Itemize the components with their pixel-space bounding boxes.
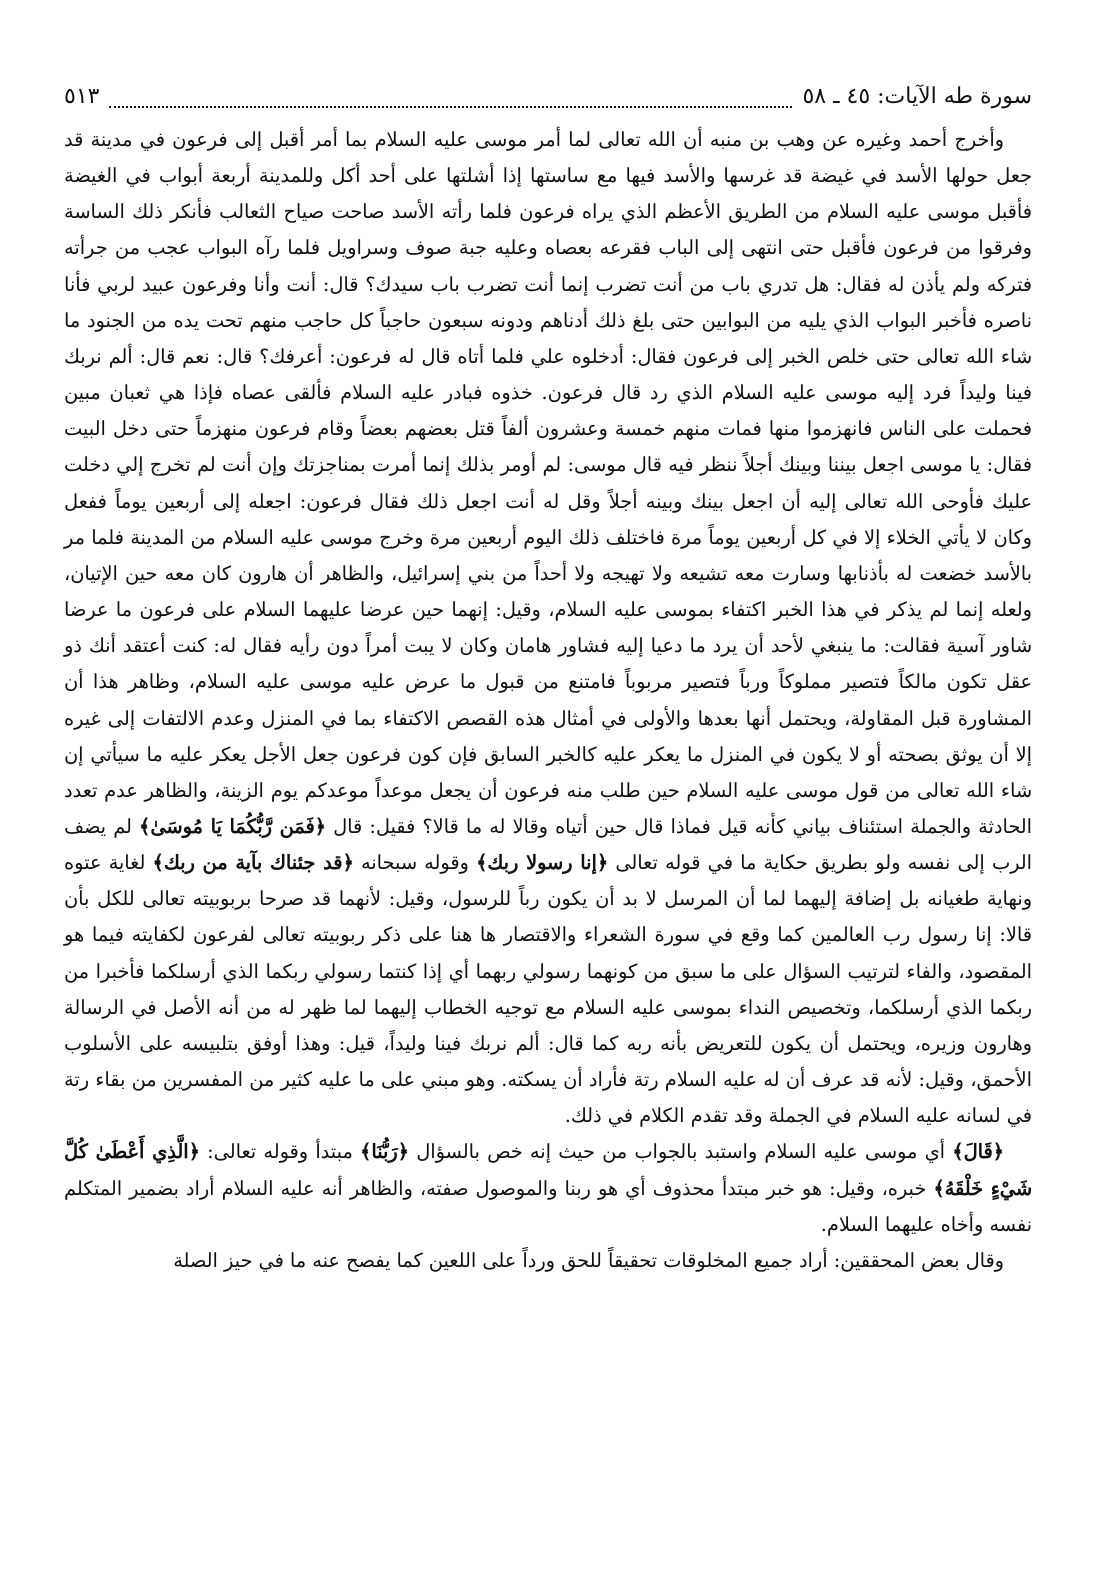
paragraph-text: مبتدأ وقوله تعالى: <box>199 1140 361 1164</box>
quran-quote: ﴿رَبُّنَا﴾ <box>360 1140 409 1164</box>
page <box>64 82 1032 1279</box>
running-header <box>64 82 1032 116</box>
paragraph-text: لم يضف الرب إلى نفسه ولو بطريق حكاية ما في قوله تعالى <box>64 814 1033 875</box>
header-dot-leader <box>109 105 792 108</box>
paragraph <box>64 122 1032 1134</box>
paragraph <box>64 1243 1032 1279</box>
paragraph-text: خبره، وقيل: هو خبر مبتدأ محذوف أي هو ربنا والموصول صفته، والظاهر أنه عليه السلام أراد بضمير المتكلم نفسه وأخاه عليهما السلام. <box>64 1176 1032 1236</box>
paragraph-text: وقال بعض المحققين: أراد جميع المخلوقات تحقيقاً للحق ورداً على اللعين كما يفصح عنه ما في حيز الصلة <box>173 1248 1004 1272</box>
quran-quote: ﴿قَالَ﴾ <box>952 1140 1004 1164</box>
paragraph-text: وأخرج أحمد وغيره عن وهب بن منبه أن الله تعالى لما أمر موسى عليه السلام بما أمر أقبل إلى فرعون في مدينة قد جعل حولها الأسد في غيضة قد غرسها والأسد فيها مع ساستها إذا أشلتها على أحد أكل وللمدينة أربعة أبواب في الغيضة فأقبل موسى عليه السلام من الطريق الأعظم الذي يراه فرعون فلما رأته الأسد صاحت صياح الثعالب فأنكر ذلك الساسة وفرقوا من فرعون فأقبل حتى انتهى إلى الباب فقرعه بعصاه وعليه جبة صوف وسراويل فلما رآه البواب عجب من جرأته فتركه ولم يأذن له فقال: هل تدري باب من أنت تضرب إنما أنت تضرب باب سيدك؟ قال: أنت وأنا وفرعون عبيد لربي فأنا ناصره فأخبر البواب الذي يليه من البوابين حتى بلغ ذلك أدناهم ودونه سبعون حاجباً كل حاجب منهم تحت يده من الجنود ما شاء الله تعالى حتى خلص الخبر إلى فرعون فقال: أدخلوه علي فلما أتاه قال له فرعون: أعرفك؟ قال: نعم قال: ألم نربك فينا وليداً فرد إليه موسى عليه السلام الذي رد قال فرعون. خذوه فبادر عليه السلام فألقى عصاه فإذا هي ثعبان مبين فحملت على الناس فانهزموا منها فمات منهم خمسة وعشرون ألفاً قتل بعضهم بعضاً وقام فرعون منهزماً حتى دخل البيت فقال: يا موسى اجعل بيننا وبينك أجلاً ننظر فيه قال موسى: لم أومر بذلك إنما أمرت بمناجزتك وإن أنت لم تخرج إلي دخلت عليك فأوحى الله تعالى إليه أن اجعل بينك وبينه أجلاً وقل له أنت اجعل ذلك فقال فرعون: اجعله إلى أربعين يوماً ففعل وكان لا يأتي الخلاء إلا في كل أربعين يوماً مرة فاختلف ذلك اليوم أربعين مرة وخرج موسى عليه السلام من المدينة فلما مر بالأسد خضعت له بأذنابها وسارت معه تشيعه ولا تهيجه ولا أحداً من بني إسرائيل، والظاهر أن هارون كان معه حين الإتيان، ولعله إنما لم يذكر في هذا الخبر اكتفاء بموسى عليه السلام، وقيل: إنهما حين عرضا عليهما السلام على فرعون ما عرضا شاور آسية فقالت: ما ينبغي لأحد أن يرد ما دعيا إليه فشاور هامان وكان لا يبت أمراً دون رأيه فقال له: كنت أعتقد أنك ذو عقل تكون مالكاً فتصير مملوكاً ورباً فتصير مربوباً فامتنع من قبول ما عرض عليه موسى عليه السلام، وظاهر هذا أن المشاورة قبل المقاولة، ويحتمل أنها بعدها والأولى في أمثال هذه القصص الاكتفاء بما في المنزل وعدم الالتفات إلى غيره إلا أن يوثق بصحته أو لا يكون في المنزل ما يعكر عليه كالخبر السابق فإن كون فرعون جعل الأجل يعكر عليه ما سيأتي إن شاء الله تعالى من قول موسى عليه السلام حين طلب منه فرعون أن يجعل موعداً موعدكم يوم الزينة، والظاهر عدم تعدد الحادثة والجملة استئناف بياني كأنه قيل فماذا قال حين أتياه وقالا له ما قالا؟ فقيل: قال <box>64 128 1032 838</box>
quran-quote: ﴿فَمَن رَّبُّكُمَا يَا مُوسَىٰ﴾ <box>139 814 326 838</box>
body-text <box>64 122 1032 1279</box>
quran-quote: ﴿إنا رسولا ربك﴾ <box>476 851 609 875</box>
paragraph-text: وقوله سبحانه <box>353 851 477 875</box>
header-title: سورة طه الآيات: ٤٥ ـ ٥٨ <box>802 84 1032 109</box>
paragraph-text: أي موسى عليه السلام واستبد بالجواب من حيث إنه خص بالسؤال <box>408 1140 953 1164</box>
page-number: ٥١٣ <box>64 84 100 109</box>
paragraph <box>64 1134 1032 1242</box>
quran-quote: ﴿قد جئناك بآية من ربك﴾ <box>152 851 354 875</box>
quran-quote: ﴿الَّذِي أَعْطَىٰ كُلَّ شَيْءٍ خَلْقَهُ﴾ <box>64 1140 1032 1200</box>
paragraph-text: لغاية عتوه ونهاية طغيانه بل إضافة إليهما لما أن المرسل لا بد أن يكون رباً للرسول، وقيل: لأنهما قد صرحا بربوبيته تعالى للكل بأن قالا: إنا رسول رب العالمين كما وقع في سورة الشعراء والاقتصار ها هنا على ذكر ربوبيته تعالى لفرعون لكفايته فيما هو المقصود، والفاء لترتيب السؤال على ما سبق من كونهما رسولي ربهما أي إذا كنتما رسولي ربكما الذي أرسلكما فأخبرا من ربكما الذي أرسلكما، وتخصيص النداء بموسى عليه السلام مع توجيه الخطاب إليهما لما ظهر له من أنه الأصل في الرسالة وهارون وزيره، ويحتمل أن يكون للتعريض بأنه ربه كما قال: ألم نربك فينا وليداً، قيل: وهذا أوفق بتلبيسه على الأسلوب الأحمق، وقيل: لأنه قد عرف أن له عليه السلام رتة فأراد أن يسكته. وهو مبني على ما عليه كثير من المفسرين من بقاء رتة في لسانه عليه السلام في الجملة وقد تقدم الكلام في ذلك. <box>64 851 1032 1128</box>
